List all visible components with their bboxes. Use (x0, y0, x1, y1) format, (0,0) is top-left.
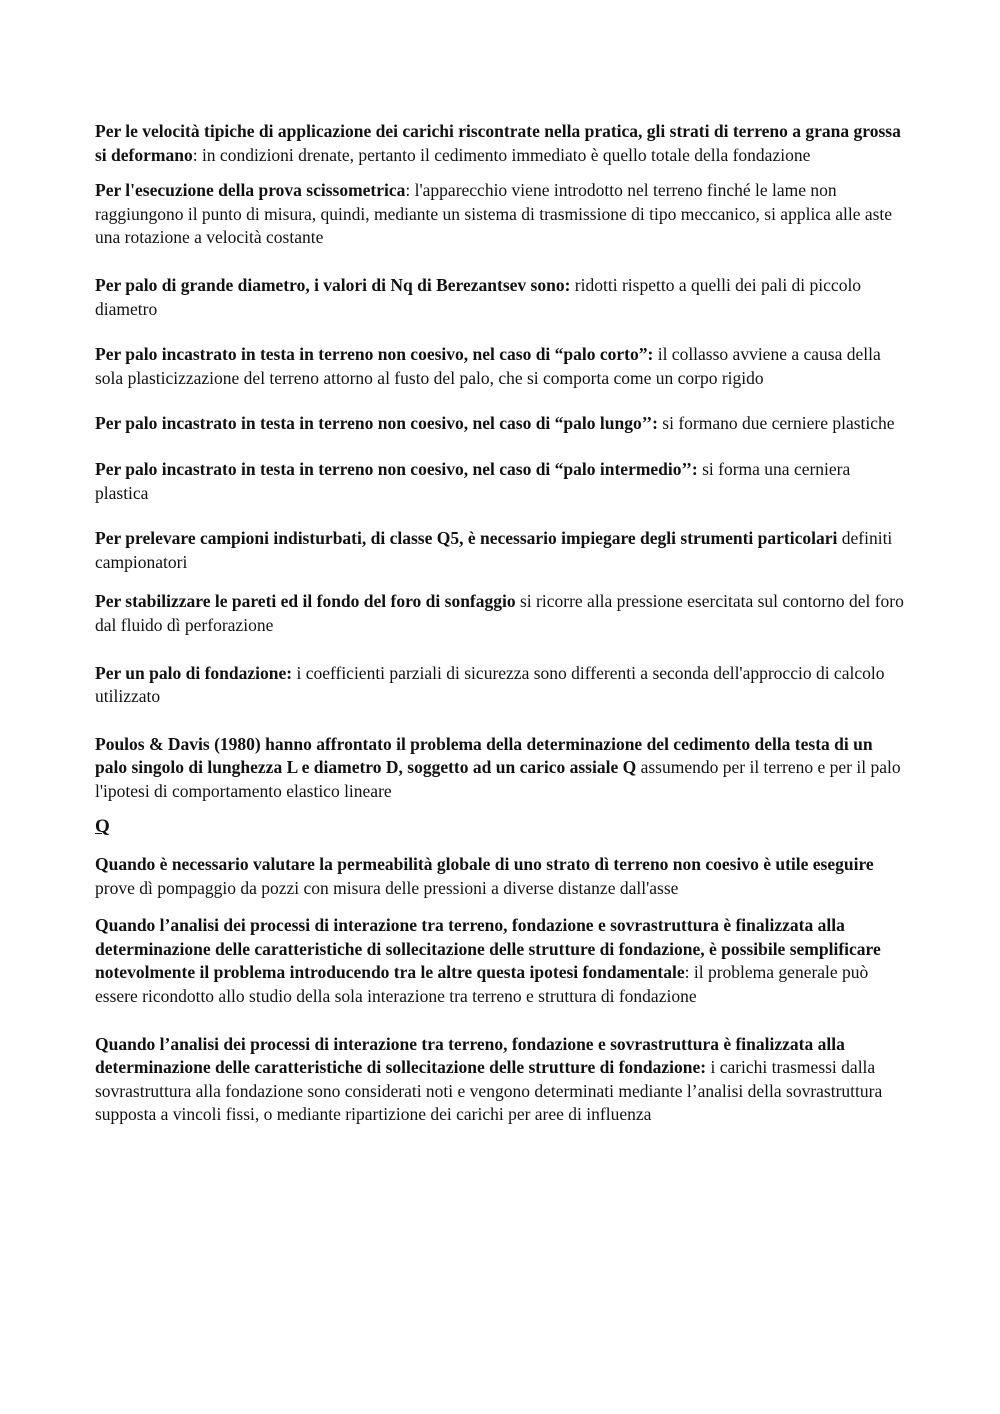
entry-question: Per stabilizzare le pareti ed il fondo del foro di sonfaggio (95, 591, 516, 612)
entry-question: Per palo incastrato in testa in terreno non coesivo, nel caso di “palo corto”: (95, 344, 654, 365)
entry-interazione-ipotesi (95, 914, 905, 1008)
document-page (95, 120, 905, 1127)
entry-berezantsev (95, 274, 905, 321)
entry-answer: assumendo per il terreno e per il palo l'ipotesi di comportamento elastico lineare (95, 757, 901, 801)
entry-poulos-davis (95, 733, 905, 804)
entry-question: Quando è necessario valutare la permeabilità globale di uno strato dì terreno non coesivo è utile eseguire (95, 854, 874, 875)
entry-question: Per le velocità tipiche di applicazione dei carichi riscontrate nella pratica, gli strati di terreno a grana grossa si deformano (95, 121, 901, 165)
entry-question: Per palo di grande diametro, i valori di Nq di Berezantsev sono: (95, 274, 571, 295)
entry-answer: si formano due cerniere plastiche (657, 413, 895, 434)
entry-answer: i carichi trasmessi dalla sovrastruttura alla fondazione sono considerati noti e vengono determinati mediante l’analisi della sovrastruttura supposta a vincoli fissi, o mediante ripartizione dei carichi per aree di influenza (95, 1057, 883, 1125)
entry-answer: prove dì pompaggio da pozzi con misura delle pressioni a diverse distanze dall'asse (95, 877, 679, 898)
entry-permeabilita (95, 853, 905, 900)
entry-prova-scissometrica (95, 179, 905, 250)
entry-answer: : l'apparecchio viene introdotto nel terreno finché le lame non raggiungono il punto di misura, quindi, mediante un sistema di trasmissione di tipo meccanico, si applica alle aste una rotazione a velocità costante (95, 180, 893, 248)
entry-question: Quando l’analisi dei processi di interazione tra terreno, fondazione e sovrastruttura è finalizzata alla determinazione delle caratteristiche di sollecitazione delle strutture di fondazione, è possibile semplificare notevolmente il problema introducendo tra le altre questa ipotesi fondamentale (95, 915, 881, 983)
entry-question: Per palo incastrato in testa in terreno non coesivo, nel caso di “palo lungo’’: (95, 413, 658, 434)
entry-answer: : in condizioni drenate, pertanto il cedimento immediato è quello totale della fondazione (192, 144, 811, 165)
entry-foro-sondaggio (95, 590, 905, 637)
entry-answer: si ricorre alla pressione esercitata sul contorno del foro dal fluido dì perforazione (95, 591, 904, 635)
entry-question: Quando l’analisi dei processi di interazione tra terreno, fondazione e sovrastruttura è finalizzata alla determinazione delle caratteristiche di sollecitazione delle strutture di fondazione: (95, 1033, 845, 1078)
entry-palo-lungo (95, 412, 905, 436)
entry-question: Per un palo di fondazione: (95, 662, 293, 683)
entry-question: Per palo incastrato in testa in terreno non coesivo, nel caso di “palo intermedio’’: (95, 458, 698, 479)
entry-campioni-indisturbati (95, 527, 905, 574)
entry-question: Per l'esecuzione della prova scissometrica (95, 180, 406, 201)
entry-answer: i coefficienti parziali di sicurezza sono differenti a seconda dell'approccio di calcolo utilizzato (95, 662, 885, 707)
entry-palo-fondazione (95, 662, 905, 709)
entry-interazione-carichi (95, 1033, 905, 1127)
entry-answer: si forma una cerniera plastica (95, 458, 851, 503)
entry-answer: : il problema generale può essere ricondotto allo studio della sola interazione tra terreno e struttura di fondazione (95, 962, 869, 1007)
entry-velocita-carichi (95, 120, 905, 167)
entry-answer: ridotti rispetto a quelli dei pali di piccolo diametro (95, 274, 862, 319)
entry-question: Per prelevare campioni indisturbati, di classe Q5, è necessario impiegare degli strumenti particolari (95, 528, 838, 549)
section-letter: Q (95, 816, 110, 838)
entry-palo-corto (95, 343, 905, 390)
entry-palo-intermedio (95, 458, 905, 505)
entry-question: Poulos & Davis (1980) hanno affrontato il problema della determinazione del cedimento della testa di un palo singolo di lunghezza L e diametro D, soggetto ad un carico assiale Q (95, 733, 873, 778)
entry-answer: definiti campionatori (95, 528, 893, 572)
entry-answer: il collasso avviene a causa della sola plasticizzazione del terreno attorno al fusto del palo, che si comporta come un corpo rigido (95, 344, 881, 388)
